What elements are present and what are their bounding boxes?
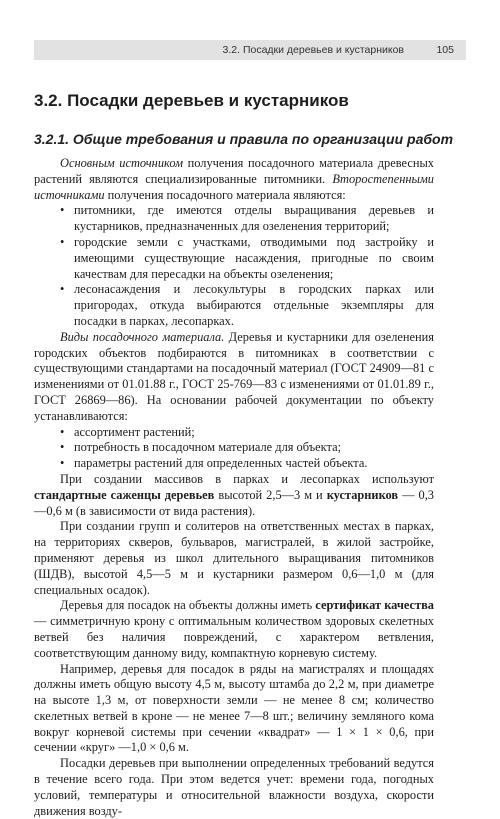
running-header-title: 3.2. Посадки деревьев и кустарников	[222, 44, 404, 56]
term-material-types: Виды посадочного материала.	[60, 329, 225, 344]
list-item: • параметры растений для определенных частей объекта.	[60, 456, 368, 471]
running-header	[34, 40, 466, 60]
paragraph-material-types	[34, 330, 434, 425]
term-secondary-sources: Второстепенными источниками	[34, 171, 434, 202]
paragraph-groups-solitaires: При создании групп и солитеров на ответственных местах в парках, на территориях скверов, бульваров, магистралей, в жилой застройке, применяют деревья из школ длительного выращивания питомников (ШДВ), высотой 4,5—5 м и кустарники размером 0,6—1,0 м (для специальных осадок).	[34, 519, 434, 597]
term-main-source: Основным источником	[60, 156, 183, 170]
text-fragment: получения посадочного материала являются:	[104, 187, 346, 202]
page-number: 105	[436, 44, 454, 56]
bullet-icon: •	[60, 456, 65, 471]
list-item: • ассортимент растений;	[60, 424, 195, 439]
paragraph-example: Например, деревья для посадок в ряды на магистралях и площадях должны иметь общую высоту 4,5 м, высоту штамба до 2,2 м, при диаметре на высоте 1,3 м, от поверхности земли — не менее 8 см; количество скелетных ветвей в кроне — не менее 7—8 шт.; величину земляного кома вокруг корневой системы при сечении «квадрат» — 1 × 1 × 0,6, при сечении «круг» —1,0 × 0,6 м.	[34, 661, 434, 755]
text-fragment: Деревья и кустарники для озеленения городских объектов подбираются в питомниках в соответствии с существующими стандартами на посадочный материал (ГОСТ 24909—81 с изменениями от 01.01.88 г., ГОСТ 25-769—83 с изменениями от 01.01.89 г., ГОСТ 26869—86). На основании рабочей документации по объекту устанавливаются:	[34, 329, 434, 423]
term-quality-certificate: сертификат качества	[315, 598, 434, 613]
bullet-icon: •	[60, 282, 65, 297]
paragraph-standard-seedlings: При создании массивов в парках и лесопарках используют стандартные саженцы деревьев высотой 2,5—3 м и кустарников — 0,3—0,6 м (в зависимости от вида растения).	[34, 471, 434, 518]
parameters-list	[34, 425, 434, 472]
list-item: • лесонасаждения и лесокультуры в городских парках или пригородах, откуда выбираются отдельные экземпляры для посадки в парках, лесопарках.	[60, 282, 434, 328]
bullet-icon: •	[60, 203, 65, 218]
paragraph-sources	[34, 156, 434, 203]
subsection-title: 3.2.1. Общие требования и правила по организации работ	[34, 131, 454, 147]
list-item: • потребность в посадочном материале для объекта;	[60, 440, 342, 455]
term-standard-seedlings: стандартные саженцы деревьев	[34, 487, 215, 502]
section-title: 3.2. Посадки деревьев и кустарников	[34, 91, 349, 110]
list-item: • городские земли с участками, отводимыми под застройку и имеющими существующие насаждения, пригодные по своим качествам для пересадки на объекты озеленения;	[60, 234, 434, 281]
bullet-icon: •	[60, 424, 65, 439]
paragraph-quality-certificate: Деревья для посадок на объекты должны иметь сертификат качества — симметричную крону с оптимальным количеством здоровых скелетных ветвей без наличия повреждений, с характером ветвления, соответствующим данному виду, компактную корневую систему.	[34, 598, 434, 660]
sources-list	[34, 203, 434, 329]
term-shrubs: кустарников	[326, 487, 399, 502]
text-fragment: получения посадочного материала древесных растений являются специализированные питомники.	[34, 156, 434, 186]
list-item: • питомники, где имеются отделы выращивания деревьев и кустарников, предназначенных для озеленения территорий;	[60, 203, 434, 234]
bullet-icon: •	[60, 440, 65, 455]
body-text	[34, 156, 434, 819]
bullet-icon: •	[60, 234, 65, 249]
paragraph-planting-season: Посадки деревьев при выполнении определенных требований ведутся в течение всего года. При этом ведется учет: времени года, погодных условий, температуры и относительной влажности воздуха, скорости движения возду-	[34, 756, 434, 818]
